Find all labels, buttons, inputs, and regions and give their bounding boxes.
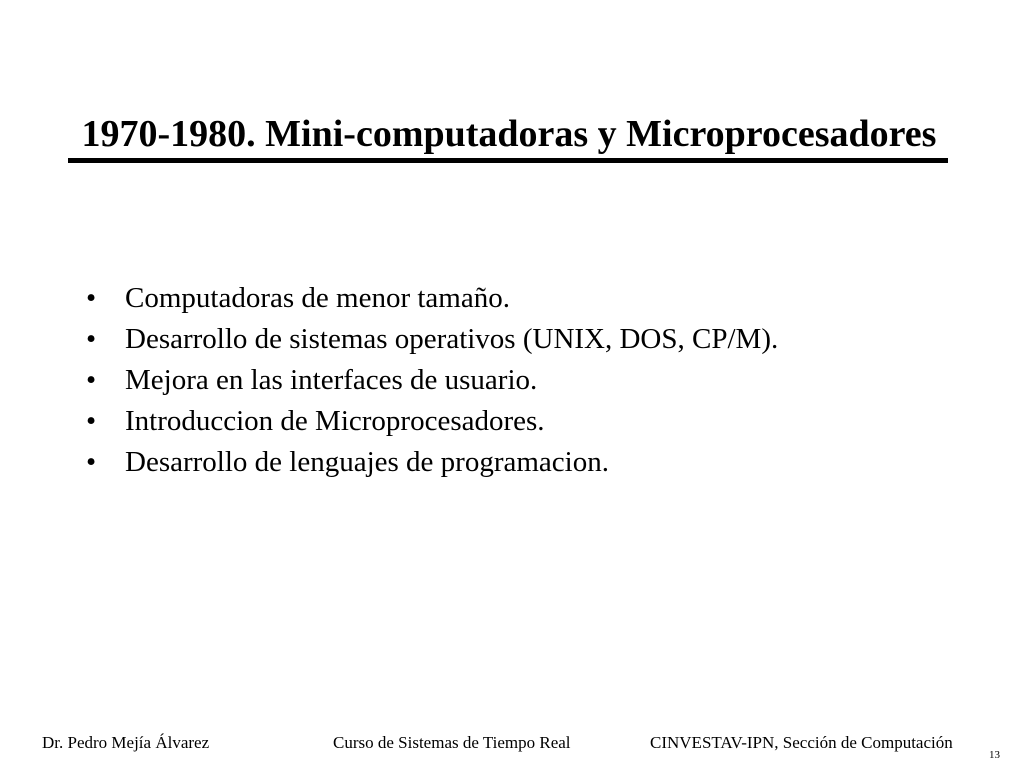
slide-title: 1970-1980. Mini-computadoras y Microprocesadores <box>81 113 937 155</box>
bullet-text: Desarrollo de sistemas operativos (UNIX, DOS, CP/M). <box>125 323 779 355</box>
bullet-text: Mejora en las interfaces de usuario. <box>125 364 538 396</box>
bullet-icon: • <box>86 405 97 437</box>
list-item <box>86 278 778 319</box>
page-number: 13 <box>989 749 1000 761</box>
list-item <box>86 401 778 442</box>
bullet-icon: • <box>86 364 97 396</box>
bullet-list <box>86 278 778 483</box>
list-item <box>86 319 778 360</box>
bullet-text: Introduccion de Microprocesadores. <box>125 405 545 437</box>
footer-institution: CINVESTAV-IPN, Sección de Computación <box>650 733 953 752</box>
title-underline <box>68 158 948 163</box>
bullet-icon: • <box>86 282 97 314</box>
list-item <box>86 442 778 483</box>
bullet-text: Desarrollo de lenguajes de programacion. <box>125 446 609 478</box>
bullet-text: Computadoras de menor tamaño. <box>125 282 510 314</box>
footer-author: Dr. Pedro Mejía Álvarez <box>42 733 210 752</box>
list-item <box>86 360 778 401</box>
footer-course: Curso de Sistemas de Tiempo Real <box>333 733 571 752</box>
bullet-icon: • <box>86 446 97 478</box>
bullet-icon: • <box>86 323 97 355</box>
